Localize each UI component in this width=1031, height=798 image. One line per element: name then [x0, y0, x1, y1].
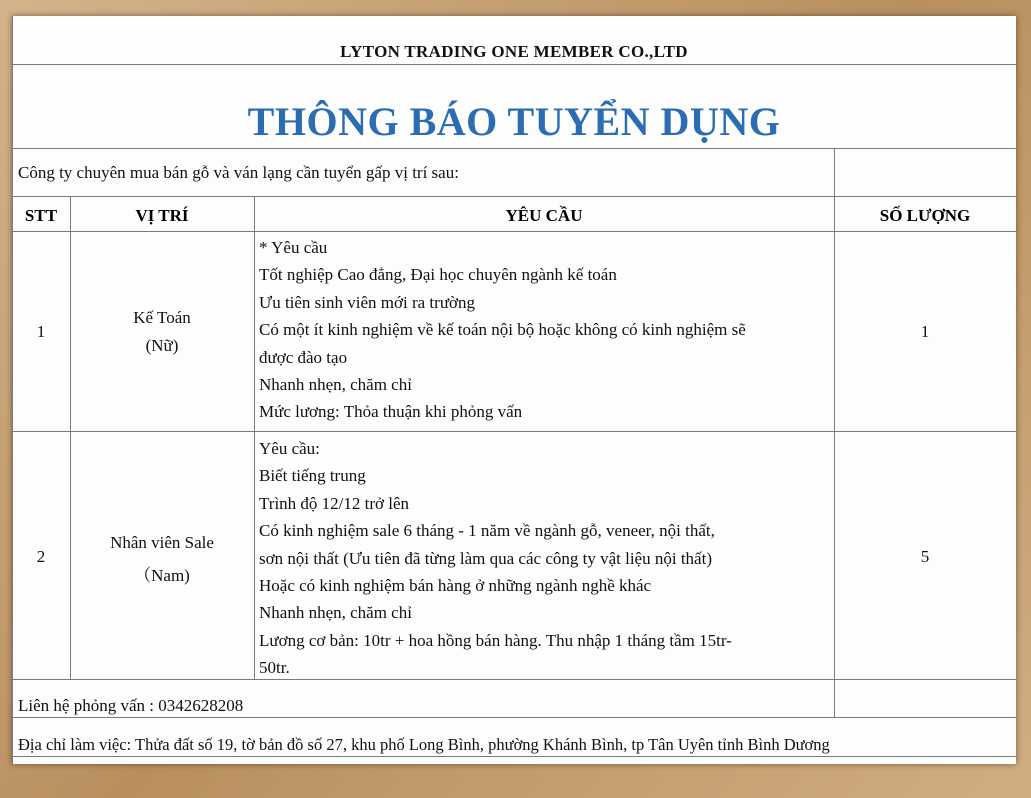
row-1-stt: 1 — [36, 322, 46, 341]
recruitment-notice-sheet — [12, 16, 1016, 764]
grid-line — [12, 196, 1016, 197]
grid-line — [12, 231, 1016, 232]
requirement-line: Lương cơ bản: 10tr + hoa hồng bán hàng. Thu nhập 1 tháng tầm 15tr- — [259, 630, 732, 650]
column-header-position: VỊ TRÍ — [135, 206, 189, 225]
grid-line — [12, 64, 1016, 65]
grid-line — [12, 431, 1016, 432]
company-name: LYTON TRADING ONE MEMBER CO.,LTD — [340, 42, 688, 61]
requirement-line: Biết tiếng trung — [259, 466, 366, 486]
requirement-line: Yêu cầu: — [259, 439, 320, 458]
grid-line — [12, 756, 1016, 757]
grid-line — [12, 717, 1016, 718]
grid-line — [70, 196, 71, 679]
column-header-requirements: YÊU CẦU — [505, 206, 583, 225]
grid-line — [834, 148, 835, 717]
requirement-line: 50tr. — [259, 658, 290, 678]
requirement-line: Ưu tiên sinh viên mới ra trường — [259, 292, 476, 312]
row-1-quantity: 1 — [920, 322, 930, 341]
requirement-line: Có một ít kinh nghiệm về kế toán nội bộ hoặc không có kinh nghiệm sẽ — [259, 320, 746, 340]
page-title: THÔNG BÁO TUYỂN DỤNG — [247, 99, 781, 144]
requirement-line: Nhanh nhẹn, chăm chỉ — [259, 603, 412, 623]
requirement-line: Tốt nghiệp Cao đẳng, Đại học chuyên ngành kế toán — [259, 265, 617, 285]
requirement-line: Hoặc có kinh nghiệm bán hàng ở những ngành nghề khác — [259, 576, 652, 596]
requirement-line: Có kinh nghiệm sale 6 tháng - 1 năm về ngành gỗ, veneer, nội thất, — [259, 521, 715, 541]
grid-line — [12, 148, 1016, 149]
requirement-line: sơn nội thất (Ưu tiên đã từng làm qua các công ty vật liệu nội thất) — [259, 548, 712, 568]
requirement-line: Mức lương: Thỏa thuận khi phỏng vấn — [259, 402, 523, 422]
row-2-stt: 2 — [36, 547, 46, 566]
row-1-requirements — [259, 234, 746, 426]
grid-line — [254, 196, 255, 679]
row-2-requirements — [259, 435, 732, 682]
contact-text: Liên hệ phỏng vấn : 0342628208 — [18, 696, 244, 715]
requirement-line: được đào tạo — [259, 347, 348, 367]
row-2-gender: （Nam) — [134, 566, 190, 585]
column-header-stt: STT — [24, 206, 58, 225]
row-2-quantity: 5 — [920, 547, 930, 566]
address-text: Địa chỉ làm việc: Thửa đất số 19, tờ bản đồ số 27, khu phố Long Bình, phường Khánh Bình, tp Tân Uyên tỉnh Bình Dương — [18, 735, 830, 754]
requirement-line: Nhanh nhẹn, chăm chỉ — [259, 375, 412, 395]
column-header-quantity: SỐ LƯỢNG — [879, 206, 971, 225]
requirement-line: Trình độ 12/12 trở lên — [259, 493, 410, 513]
row-2-position: Nhân viên Sale — [110, 533, 214, 552]
requirement-line: * Yêu cầu — [259, 238, 328, 257]
row-1-gender: (Nữ) — [145, 336, 179, 355]
intro-text: Công ty chuyên mua bán gỗ và ván lạng cần tuyển gấp vị trí sau: — [18, 163, 459, 182]
row-1-position: Kế Toán — [133, 308, 191, 327]
